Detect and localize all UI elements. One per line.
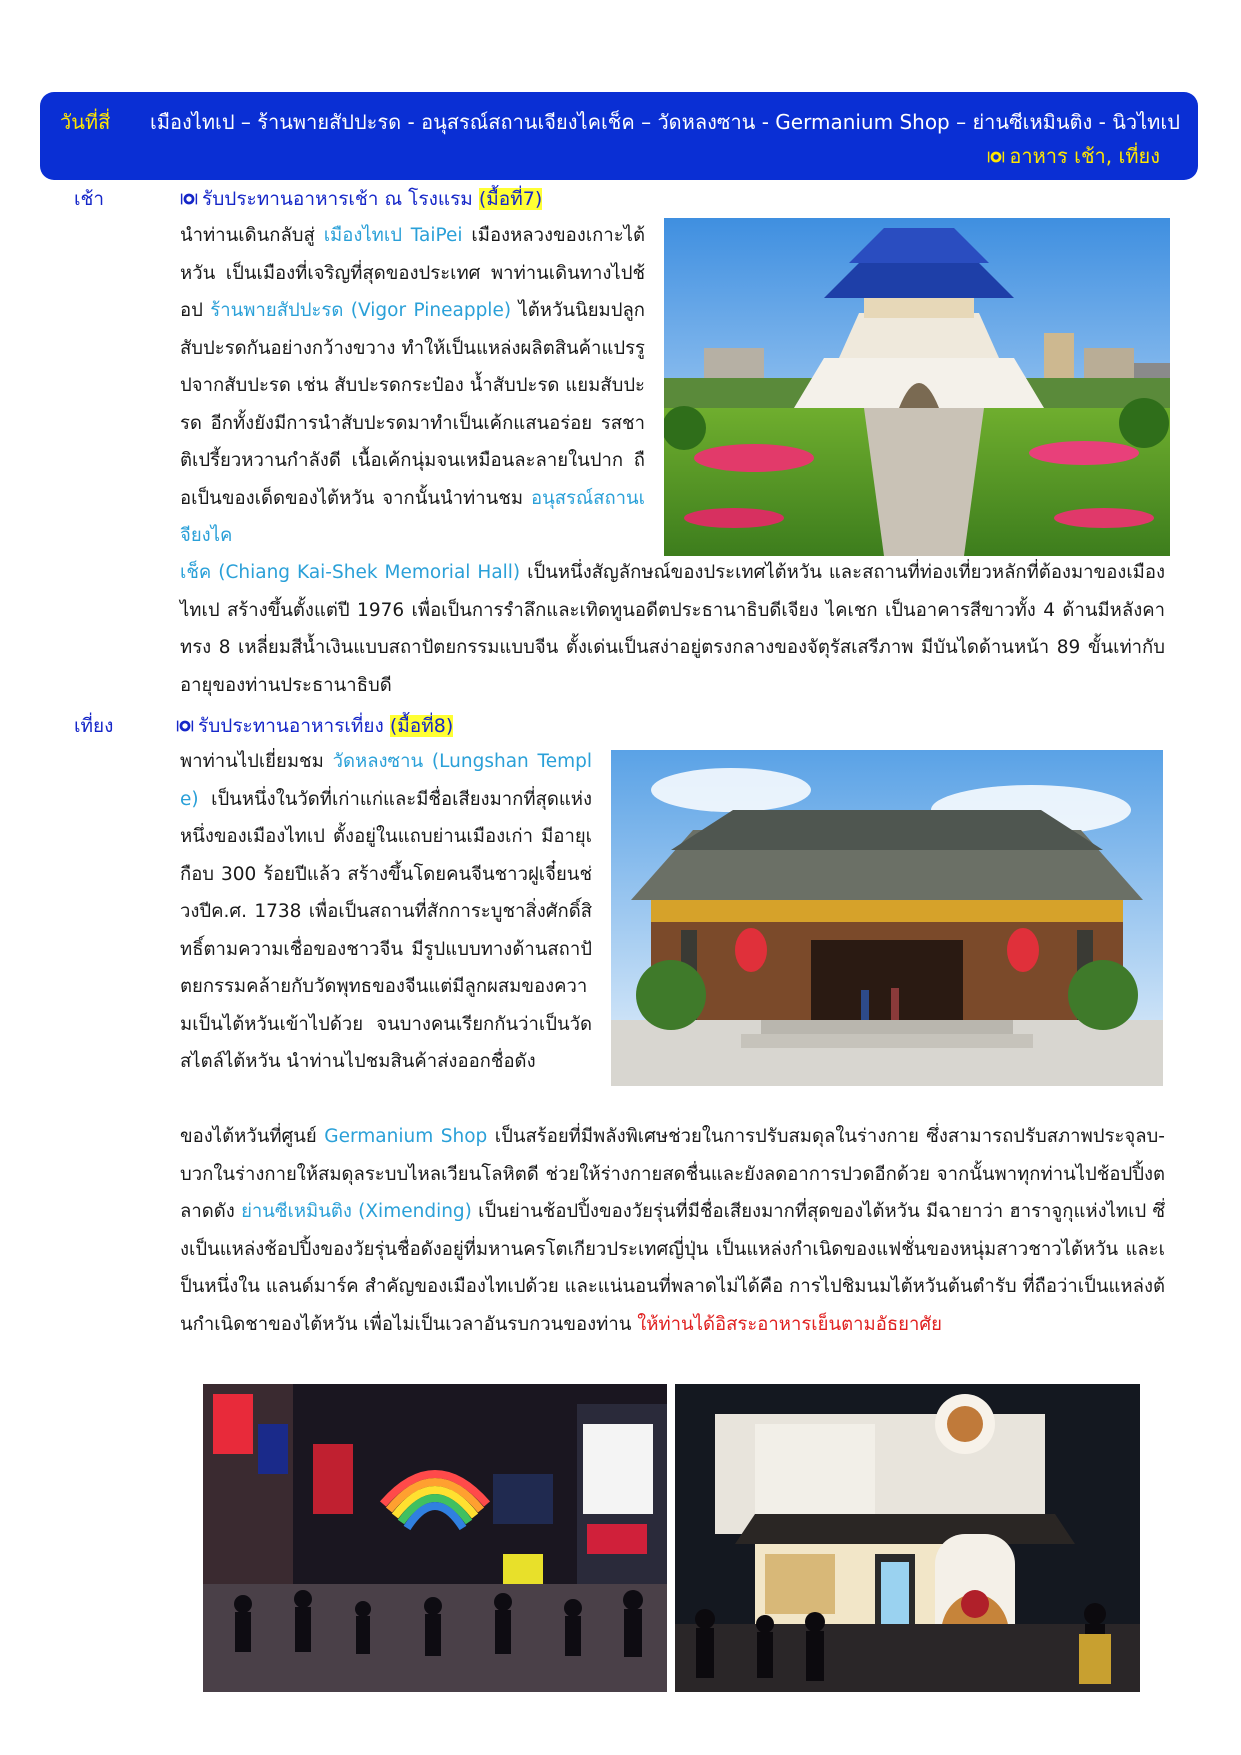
photo-cks-memorial xyxy=(664,218,1170,556)
meal-text: รับประทานอาหารเช้า ณ โรงแรม xyxy=(202,188,473,210)
meal-line-lunch xyxy=(176,711,453,741)
link-taipei: เมืองไทเป TaiPei xyxy=(323,225,463,246)
morning-paragraph-a xyxy=(180,217,645,555)
dish-icon xyxy=(180,190,198,208)
photo-ximending-street xyxy=(203,1384,667,1692)
meal-tag: (มื้อที่8) xyxy=(389,715,454,737)
meal-text: รับประทานอาหารเที่ยง xyxy=(198,715,384,737)
time-label-noon: เที่ยง xyxy=(74,715,114,737)
text-run: เมืองหลวงของเกาะไต้หวัน เป็นเมืองที่เจริญที่สุดของประเทศ พาท่านเดินทางไปช้อป xyxy=(180,225,645,321)
time-label-morning: เช้า xyxy=(74,188,105,210)
meal-line-breakfast xyxy=(180,184,542,214)
free-dinner-note: ให้ท่านได้อิสระอาหารเย็นตามอัธยาศัย xyxy=(637,1313,942,1335)
photo-bubble-tea-shop xyxy=(675,1384,1140,1692)
link-cks-memorial-b: เช็ค (Chiang Kai-Shek Memorial Hall) xyxy=(180,562,521,583)
noon-paragraph-a xyxy=(180,743,592,1081)
meals-summary xyxy=(987,140,1160,172)
link-vigor-pineapple: ร้านพายสัปปะรด (Vigor Pineapple) xyxy=(210,300,512,321)
text-run: ของไต้หวันที่ศูนย์ xyxy=(180,1126,325,1147)
meals-text: อาหาร เช้า, เที่ยง xyxy=(1009,144,1160,168)
link-ximending: ย่านซีเหมินติง (Ximending) xyxy=(241,1201,472,1222)
meal-tag: (มื้อที่7) xyxy=(478,188,543,210)
link-lungshan-temple: วัดหลงซาน (Lungshan Temple) xyxy=(180,751,592,810)
photo-lungshan-temple xyxy=(611,750,1163,1086)
noon-paragraph-b xyxy=(180,1118,1165,1343)
morning-paragraph-b xyxy=(180,554,1165,704)
text-run: ไต้หวันนิยมปลูกสับปะรดกันอย่างกว้างขวาง ทำให้เป็นแหล่งผลิตสินค้าแปรรูปจากสับปะรด เช่น สับปะรดกระป๋อง น้ำสับปะรด แยมสับปะรด อีกทั้งยังมีการนำสับปะรดมาทำเป็นเค้กแสนอร่อย รสชาติเปรี้ยวหวานกำลังดี เนื้อเค้กนุ่มจนเหมือนละลายในปาก ถือเป็นของเด็ดของไต้หวัน จากนั้นนำท่านชม xyxy=(180,300,646,509)
text-run: นำท่านเดินกลับสู่ xyxy=(180,225,324,246)
dish-icon xyxy=(987,148,1005,166)
text-run: เป็นสร้อยที่มีพลังพิเศษช่วยในการปรับสมดุลในร่างกาย ซึ่งสามารถปรับสภาพประจุลบ-บวกในร่างกายให้สมดุลระบบไหลเวียนโลหิตดี ช่วยให้ร่างกายสดชื่นและยังลดอาการปวดอีกด้วย จากนั้นพาทุกท่านไปช้อปปิ้งตลาดดัง xyxy=(180,1126,1165,1222)
text-run: เป็นหนึ่งสัญลักษณ์ของประเทศไต้หวัน และสถานที่ท่องเที่ยวหลักที่ต้องมาของเมืองไทเป สร้างขึ้นตั้งแต่ปี 1976 เพื่อเป็นการรำลึกและเทิดทูนอดีตประธานาธิบดีเจียง ไคเชก เป็นอาคารสีขาวทั้ง 4 ด้านมีหลังคาทรง 8 เหลี่ยมสีน้ำเงินแบบสถาปัตยกรรมแบบจีน ตั้งเด่นเป็นสง่าอยู่ตรงกลางของจัตุรัสเสรีภาพ มีบันไดด้านหน้า 89 ขั้นเท่ากับอายุของท่านประธานาธิบดี xyxy=(180,562,1165,696)
link-germanium-shop: Germanium Shop xyxy=(324,1126,488,1147)
day-header-bar xyxy=(40,92,1198,180)
text-run: พาท่านไปเยี่ยมชม xyxy=(180,751,333,772)
route-text: เมืองไทเป – ร้านพายสัปปะรด - อนุสรณ์สถานเจียงไคเช็ค – วัดหลงซาน - Germanium Shop – ย่านซีเหมินติง - นิวไทเป xyxy=(150,110,1180,134)
dish-icon xyxy=(176,717,194,735)
link-cks-memorial-a: อนุสรณ์สถานเจียงไค xyxy=(180,487,645,546)
text-run: เป็นหนึ่งในวัดที่เก่าแก่และมีชื่อเสียงมากที่สุดแห่งหนึ่งของเมืองไทเป ตั้งอยู่ในแถบย่านเมืองเก่า มีอายุเกือบ 300 ร้อยปีแล้ว สร้างขึ้นโดยคนจีนชาวฝูเจี๋ยนช่วงปีค.ศ. 1738 เพื่อเป็นสถานที่สักการะบูชาสิ่งศักดิ์สิทธิ์ตามความเชื่อของชาวจีน มีรูปแบบทางด้านสถาปัตยกรรมคล้ายกับวัดพุทธของจีนแต่มีลูกผสมของความเป็นไต้หวันเข้าไปด้วย จนบางคนเรียกกันว่าเป็นวัดสไตล์ไต้หวัน นำท่านไปชมสินค้าส่งออกชื่อดัง xyxy=(180,788,592,1072)
text-run: เป็นย่านช้อปปิ้งของวัยรุ่นที่มีชื่อเสียงมากที่สุดของไต้หวัน มีฉายาว่า ฮาราจูกุแห่งไทเป ซึ่งเป็นแหล่งช้อปปิ้งของวัยรุ่นชื่อดังอยู่ที่มหานครโตเกียวประเทศญี่ปุ่น เป็นแหล่งกำเนิดของแฟชั่นของหนุ่มสาวชาวไต้หวัน และเป็นหนึ่งใน แลนด์มาร์ค สำคัญของเมืองไทเปด้วย และแน่นอนที่พลาดไม่ได้คือ การไปชิมนมไต้หวันต้นตำรับ ที่ถือว่าเป็นแหล่งต้นกำเนิดชาของไต้หวัน เพื่อไม่เป็นเวลาอันรบกวนของท่าน xyxy=(180,1201,1166,1335)
day-label: วันที่สี่ xyxy=(60,110,111,134)
